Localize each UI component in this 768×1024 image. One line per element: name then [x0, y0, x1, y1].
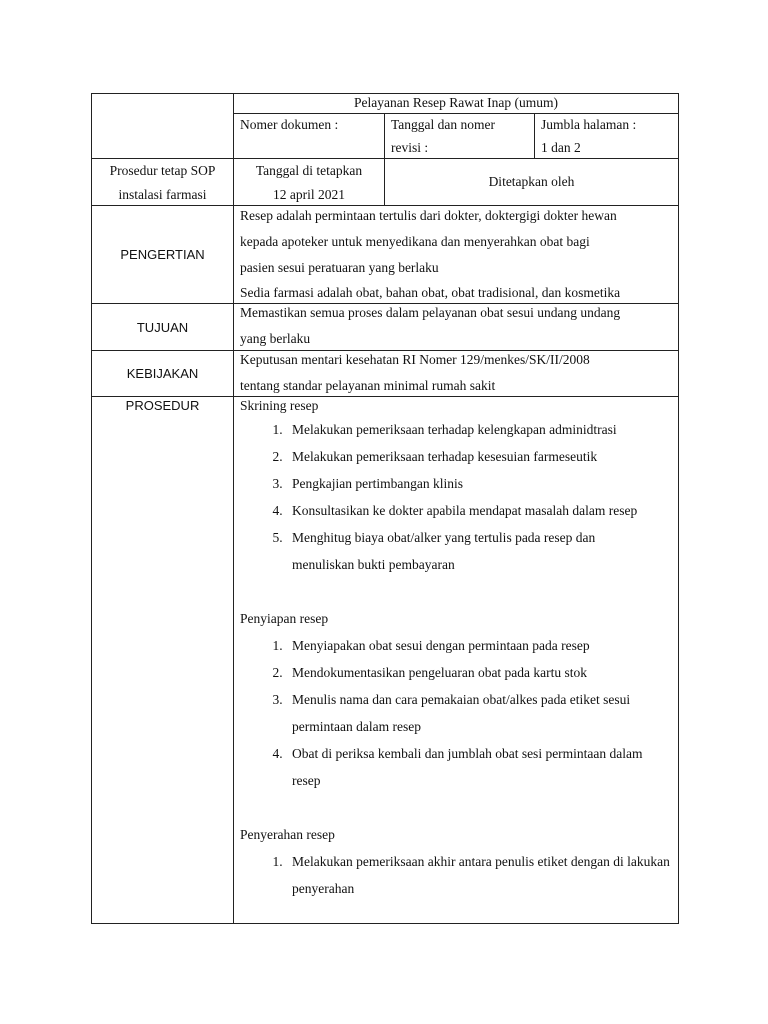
nomer-dokumen: Nomer dokumen : [234, 114, 385, 159]
prosedur-label: PROSEDUR [92, 397, 234, 924]
protap-cell [92, 159, 234, 206]
tujuan-line: Memastikan semua proses dalam pelayanan obat sesui undang undang [240, 305, 621, 320]
logo-cell [92, 94, 234, 159]
sop-table [91, 93, 679, 924]
pengertian-line: kepada apoteker untuk menyedikana dan menyerahkan obat bagi [240, 234, 590, 249]
prosedur-text [234, 397, 679, 924]
protap-line1: Prosedur tetap SOP [109, 163, 216, 178]
skrining-heading: Skrining resep [240, 398, 319, 413]
protap-line2: instalasi farmasi [118, 187, 207, 202]
pengertian-line: Resep adalah permintaan tertulis dari dokter, doktergigi dokter hewan [240, 208, 617, 223]
list-item: 1. Menyiapakan obat sesui dengan permintaan pada resep [286, 632, 674, 659]
kebijakan-line: tentang standar pelayanan minimal rumah sakit [240, 378, 496, 393]
pengertian-text [234, 206, 679, 304]
penyerahan-list [240, 848, 674, 902]
list-item: 4. Konsultasikan ke dokter apabila mendapat masalah dalam resep [286, 497, 652, 524]
list-item: 5. Menghitug biaya obat/alker yang tertulis pada resep dan menuliskan bukti pembayaran [286, 524, 652, 578]
list-item: 1. Melakukan pemeriksaan akhir antara penulis etiket dengan di lakukan penyerahan [286, 848, 682, 902]
tujuan-line: yang berlaku [240, 331, 311, 346]
kebijakan-label: KEBIJAKAN [92, 351, 234, 397]
list-item: 4. Obat di periksa kembali dan jumblah obat sesi permintaan dalam resep [286, 740, 662, 794]
pengertian-label: PENGERTIAN [92, 206, 234, 304]
penyerahan-heading: Penyerahan resep [240, 827, 335, 842]
tanggal-tetapkan-value: 12 april 2021 [273, 187, 345, 202]
list-item: 1. Melakukan pemeriksaan terhadap kelengkapan adminidtrasi [286, 416, 674, 443]
jumlah-halaman-label: Jumbla halaman : [541, 117, 637, 132]
pengertian-line: pasien sesui peratuaran yang berlaku [240, 260, 439, 275]
tujuan-text [234, 304, 679, 351]
skrining-list [240, 416, 674, 578]
ditetapkan-oleh: Ditetapkan oleh [385, 159, 679, 206]
tanggal-revisi-line2: revisi : [391, 140, 429, 155]
kebijakan-line: Keputusan mentari kesehatan RI Nomer 129/menkes/SK/II/2008 [240, 352, 590, 367]
list-item: 2. Melakukan pemeriksaan terhadap kesesuian farmeseutik [286, 443, 674, 470]
list-item: 2. Mendokumentasikan pengeluaran obat pada kartu stok [286, 659, 674, 686]
penyiapan-list [240, 632, 674, 794]
tanggal-revisi-line1: Tanggal dan nomer [391, 117, 496, 132]
list-item: 3. Pengkajian pertimbangan klinis [286, 470, 674, 497]
tujuan-label: TUJUAN [92, 304, 234, 351]
document-title: Pelayanan Resep Rawat Inap (umum) [234, 94, 679, 114]
tanggal-revisi [385, 114, 535, 159]
jumlah-halaman [535, 114, 679, 159]
kebijakan-text [234, 351, 679, 397]
tanggal-tetapkan-cell [234, 159, 385, 206]
jumlah-halaman-value: 1 dan 2 [541, 140, 581, 155]
tanggal-tetapkan-label: Tanggal di tetapkan [255, 163, 363, 178]
list-item: 3. Menulis nama dan cara pemakaian obat/alkes pada etiket sesui permintaan dalam resep [286, 686, 692, 740]
penyiapan-heading: Penyiapan resep [240, 611, 329, 626]
pengertian-line: Sedia farmasi adalah obat, bahan obat, obat tradisional, dan kosmetika [240, 285, 621, 300]
